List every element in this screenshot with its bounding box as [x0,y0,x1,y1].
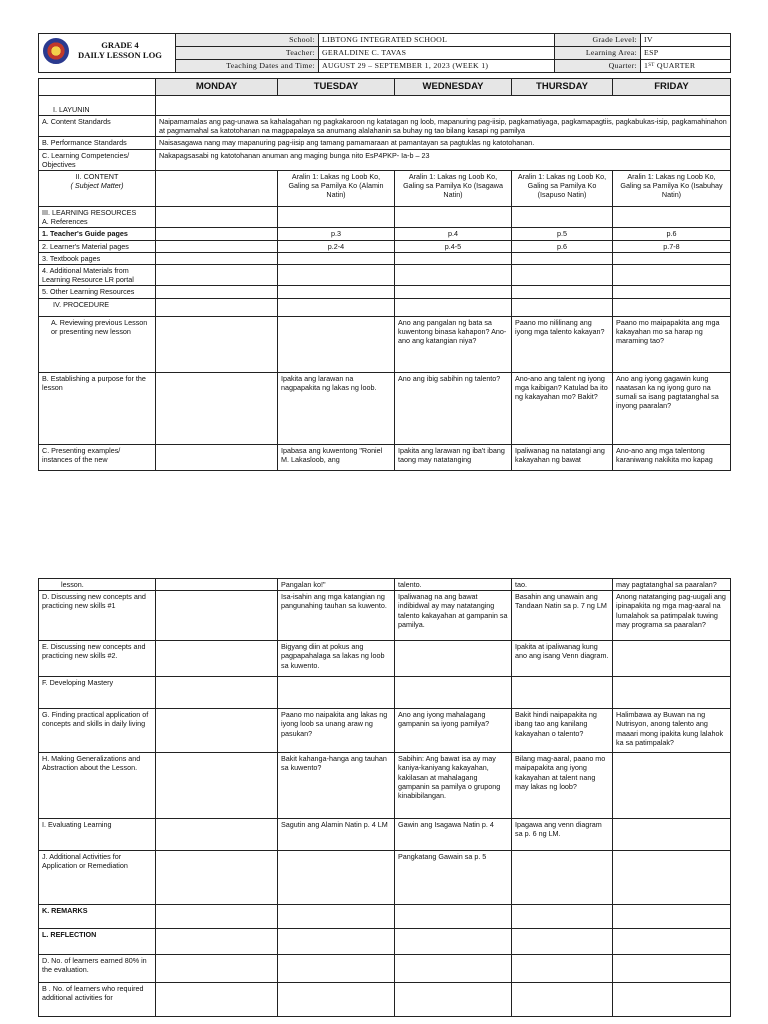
lesson-log-page-1 [38,33,730,471]
quarter-value [641,60,731,73]
application-label: G. Finding practical application of concepts and skills in daily living [39,709,156,753]
area-label: Learning Area: [555,47,641,60]
lm-friday: p.7-8 [613,240,731,252]
learners-additional-label: B . No. of learners who required additional activities for [39,983,156,1017]
area-value: ESP [641,47,731,60]
tg-friday: p.6 [613,228,731,240]
day-thursday: THURSDAY [512,79,613,96]
discussing2-tuesday: Bigyang diin at pokus ang pagpapahalaga sa lakas ng loob sa kuwento. [278,641,395,677]
review-label: A. Reviewing previous Lesson or presenting new lesson [39,316,156,372]
performance-standards-label: B. Performance Standards [39,137,156,149]
quarter-word: QUARTER [654,61,696,70]
application-wednesday: Ano ang iyong mahalagang gampanin sa iyong pamilya? [395,709,512,753]
references-label: A. References [42,217,88,227]
discussing1-friday: Anong natatanging pag-uugali ang ipinapakita ng mga mag-aaral na lumalahok sa patimpalak tuwing may programa sa paaralan? [613,591,731,641]
continued-friday: may pagtatanghal sa paaralan? [613,579,731,591]
purpose-thursday: Ano-ano ang talent ng iyong mga kaibigan? Katulad ba ito ng kakayahan mo? Bakit? [512,372,613,444]
generalization-wednesday: Sabihin: Ang bawat isa ay may kaniya-kaniyang kakayahan, kakilasan at mahalagang gampanin sa pamilya o grupong kinabibilangan. [395,753,512,819]
procedure-table-2 [38,578,731,1017]
textbook-label: 3. Textbook pages [39,252,156,264]
competencies-text: Nakapagsasabi ng katotohanan anuman ang maging bunga nito EsP4PKP- Ia-b – 23 [156,149,731,170]
content-standards-label: A. Content Standards [39,116,156,137]
discussing1-tuesday: Isa-isahin ang mga katangian ng pangunahing tauhan sa kuwento. [278,591,395,641]
lm-tuesday: p.2-4 [278,240,395,252]
purpose-wednesday: Ano ang ibig sabihin ng talento? [395,372,512,444]
lesson-log-page-2 [38,578,730,1017]
teacher-label: Teacher: [176,47,319,60]
procedure-table-1 [38,78,731,471]
review-friday: Paano mo maipapakita ang mga kakayahan mo sa harap ng maraming tao? [613,316,731,372]
school-value: LIBTONG INTEGRATED SCHOOL [319,34,555,47]
tg-label: 1. Teacher's Guide pages [39,228,156,240]
day-monday: MONDAY [156,79,278,96]
generalization-thursday: Bilang mag-aaral, paano mo maipapakita ang iyong kakayahan at talent nang may lakas ng loob? [512,753,613,819]
layunin-heading: I. LAYUNIN [39,96,156,116]
content-wednesday: Aralin 1: Lakas ng Loob Ko, Galing sa Pamilya Ko (Isagawa Natin) [395,171,512,207]
quarter-label: Quarter: [555,60,641,73]
discussing1-thursday: Basahin ang unawain ang Tandaan Natin sa p. 7 ng LM [512,591,613,641]
procedure-heading: IV. PROCEDURE [39,298,156,316]
generalization-tuesday: Bakit kahanga-hanga ang tauhan sa kuwento? [278,753,395,819]
continued-wednesday: talento. [395,579,512,591]
quarter-suffix: ST [648,63,655,68]
header-title-line1: GRADE 4 [101,40,139,50]
generalization-label: H. Making Generalizations and Abstraction about the Lesson. [39,753,156,819]
evaluating-thursday: Ipagawa ang venn diagram sa p. 6 ng LM. [512,819,613,851]
content-thursday: Aralin 1: Lakas ng Loob Ko, Galing sa Pamilya Ko (Isapuso Natin) [512,171,613,207]
quarter-number: 1 [644,61,649,70]
discussing1-wednesday: Ipaliwanag na ang bawat indibidwal ay may natatanging talento kakayahan at gampanin sa pamilya. [395,591,512,641]
competencies-label: C. Learning Competencies/ Objectives [39,149,156,170]
mastery-label: F. Developing Mastery [39,677,156,709]
grade-value: IV [641,34,731,47]
content-heading-cell [39,171,156,207]
resources-heading-cell [39,207,156,228]
presenting-wednesday: Ipakita ang larawan ng iba't ibang taong may natatanging [395,444,512,470]
dates-value: AUGUST 29 – SEPTEMBER 1, 2023 (WEEK 1) [319,60,555,73]
lm-thursday: p.6 [512,240,613,252]
purpose-label: B. Establishing a purpose for the lesson [39,372,156,444]
header-title-cell [39,34,176,73]
presenting-friday: Ano-ano ang mga talentong karaniwang nakikita mo kapag [613,444,731,470]
tg-tuesday: p.3 [278,228,395,240]
days-header-blank [39,79,156,96]
application-thursday: Bakit hindi naipapakita ng ibang tao ang kanilang kakayahan o talento? [512,709,613,753]
resources-heading: III. LEARNING RESOURCES [42,208,137,218]
learners-80-label: D. No. of learners earned 80% in the evaluation. [39,955,156,983]
header-table [38,33,731,73]
school-label: School: [176,34,319,47]
lesson-continued: lesson. [39,579,156,591]
discussing2-label: E. Discussing new concepts and practicing new skills #2. [39,641,156,677]
additional-activities-label: J. Additional Activities for Application or Remediation [39,851,156,905]
discussing2-thursday: Ipakita at ipaliwanag kung ano ang isang Venn diagram. [512,641,613,677]
day-wednesday: WEDNESDAY [395,79,512,96]
review-wednesday: Ano ang pangalan ng bata sa kuwentong binasa kahapon? Ano-ano ang katangian niya? [395,316,512,372]
purpose-friday: Ano ang iyong gagawin kung naatasan ka ng iyong guro na sumali sa isang pagtatanghal sa inyong paaralan? [613,372,731,444]
teacher-value: GERALDINE C. TAVAS [319,47,555,60]
content-friday: Aralin 1: Lakas ng Loob Ko, Galing sa Pamilya Ko (Isabuhay Natin) [613,171,731,207]
presenting-label: C. Presenting examples/ instances of the new [39,444,156,470]
continued-thursday: tao. [512,579,613,591]
tg-thursday: p.5 [512,228,613,240]
presenting-thursday: Ipaliwanag na natatangi ang kakayahan ng bawat [512,444,613,470]
additional-activities-wednesday: Pangkatang Gawain sa p. 5 [395,851,512,905]
days-header-row [39,79,731,96]
evaluating-tuesday: Sagutin ang Alamin Natin p. 4 LM [278,819,395,851]
application-tuesday: Paano mo naipakita ang lakas ng iyong loob sa unang araw ng pasukan? [278,709,395,753]
additional-label: 4. Additional Materials from Learning Resource LR portal [39,265,156,286]
remarks-label: K. REMARKS [39,905,156,929]
presenting-tuesday: Ipabasa ang kuwentong "Roniel M. Lakasloob, ang [278,444,395,470]
review-thursday: Paano mo nililinang ang iyong mga talento kakayan? [512,316,613,372]
lm-wednesday: p.4-5 [395,240,512,252]
content-heading: II. CONTENT [75,172,119,182]
discussing1-label: D. Discussing new concepts and practicing new skills #1 [39,591,156,641]
evaluating-label: I. Evaluating Learning [39,819,156,851]
deped-seal-icon [43,38,69,64]
subject-matter-label: ( Subject Matter) [70,181,124,191]
continued-tuesday: Pangalan ko!" [278,579,395,591]
content-tuesday: Aralin 1: Lakas ng Loob Ko, Galing sa Pamilya Ko (Alamin Natin) [278,171,395,207]
header-title-line2: DAILY LESSON LOG [78,50,162,60]
performance-standards-text: Naisasagawa nang may mapanuring pag-iisip ang tamang pamamaraan at pamantayan sa pagtuklas ng katotohanan. [156,137,731,149]
other-resources-label: 5. Other Learning Resources [39,286,156,298]
reflection-label: L. REFLECTION [39,929,156,955]
day-tuesday: TUESDAY [278,79,395,96]
evaluating-wednesday: Gawin ang Isagawa Natin p. 4 [395,819,512,851]
grade-label: Grade Level: [555,34,641,47]
tg-wednesday: p.4 [395,228,512,240]
content-standards-text: Naipamamalas ang pag-unawa sa kahalagahan ng pagkakaroon ng katatagan ng loob, mapanuring pag-iisip, pagkamatiyaga, pagkamapagtiis, pagkabukas-isip, pagkamahinahon at pagmamahal sa katotohanan na magpapalaya sa anumang alalahanin sa buhay ng tao bilang kasapi ng pamilya [156,116,731,137]
dates-label: Teaching Dates and Time: [176,60,319,73]
purpose-tuesday: Ipakita ang larawan na nagpapakita ng lakas ng loob. [278,372,395,444]
lm-label: 2. Learner's Material pages [39,240,156,252]
day-friday: FRIDAY [613,79,731,96]
application-friday: Halimbawa ay Buwan na ng Nutrisyon, anong talento ang maaari mong ipakita kung lalahok ka sa patimpalak? [613,709,731,753]
